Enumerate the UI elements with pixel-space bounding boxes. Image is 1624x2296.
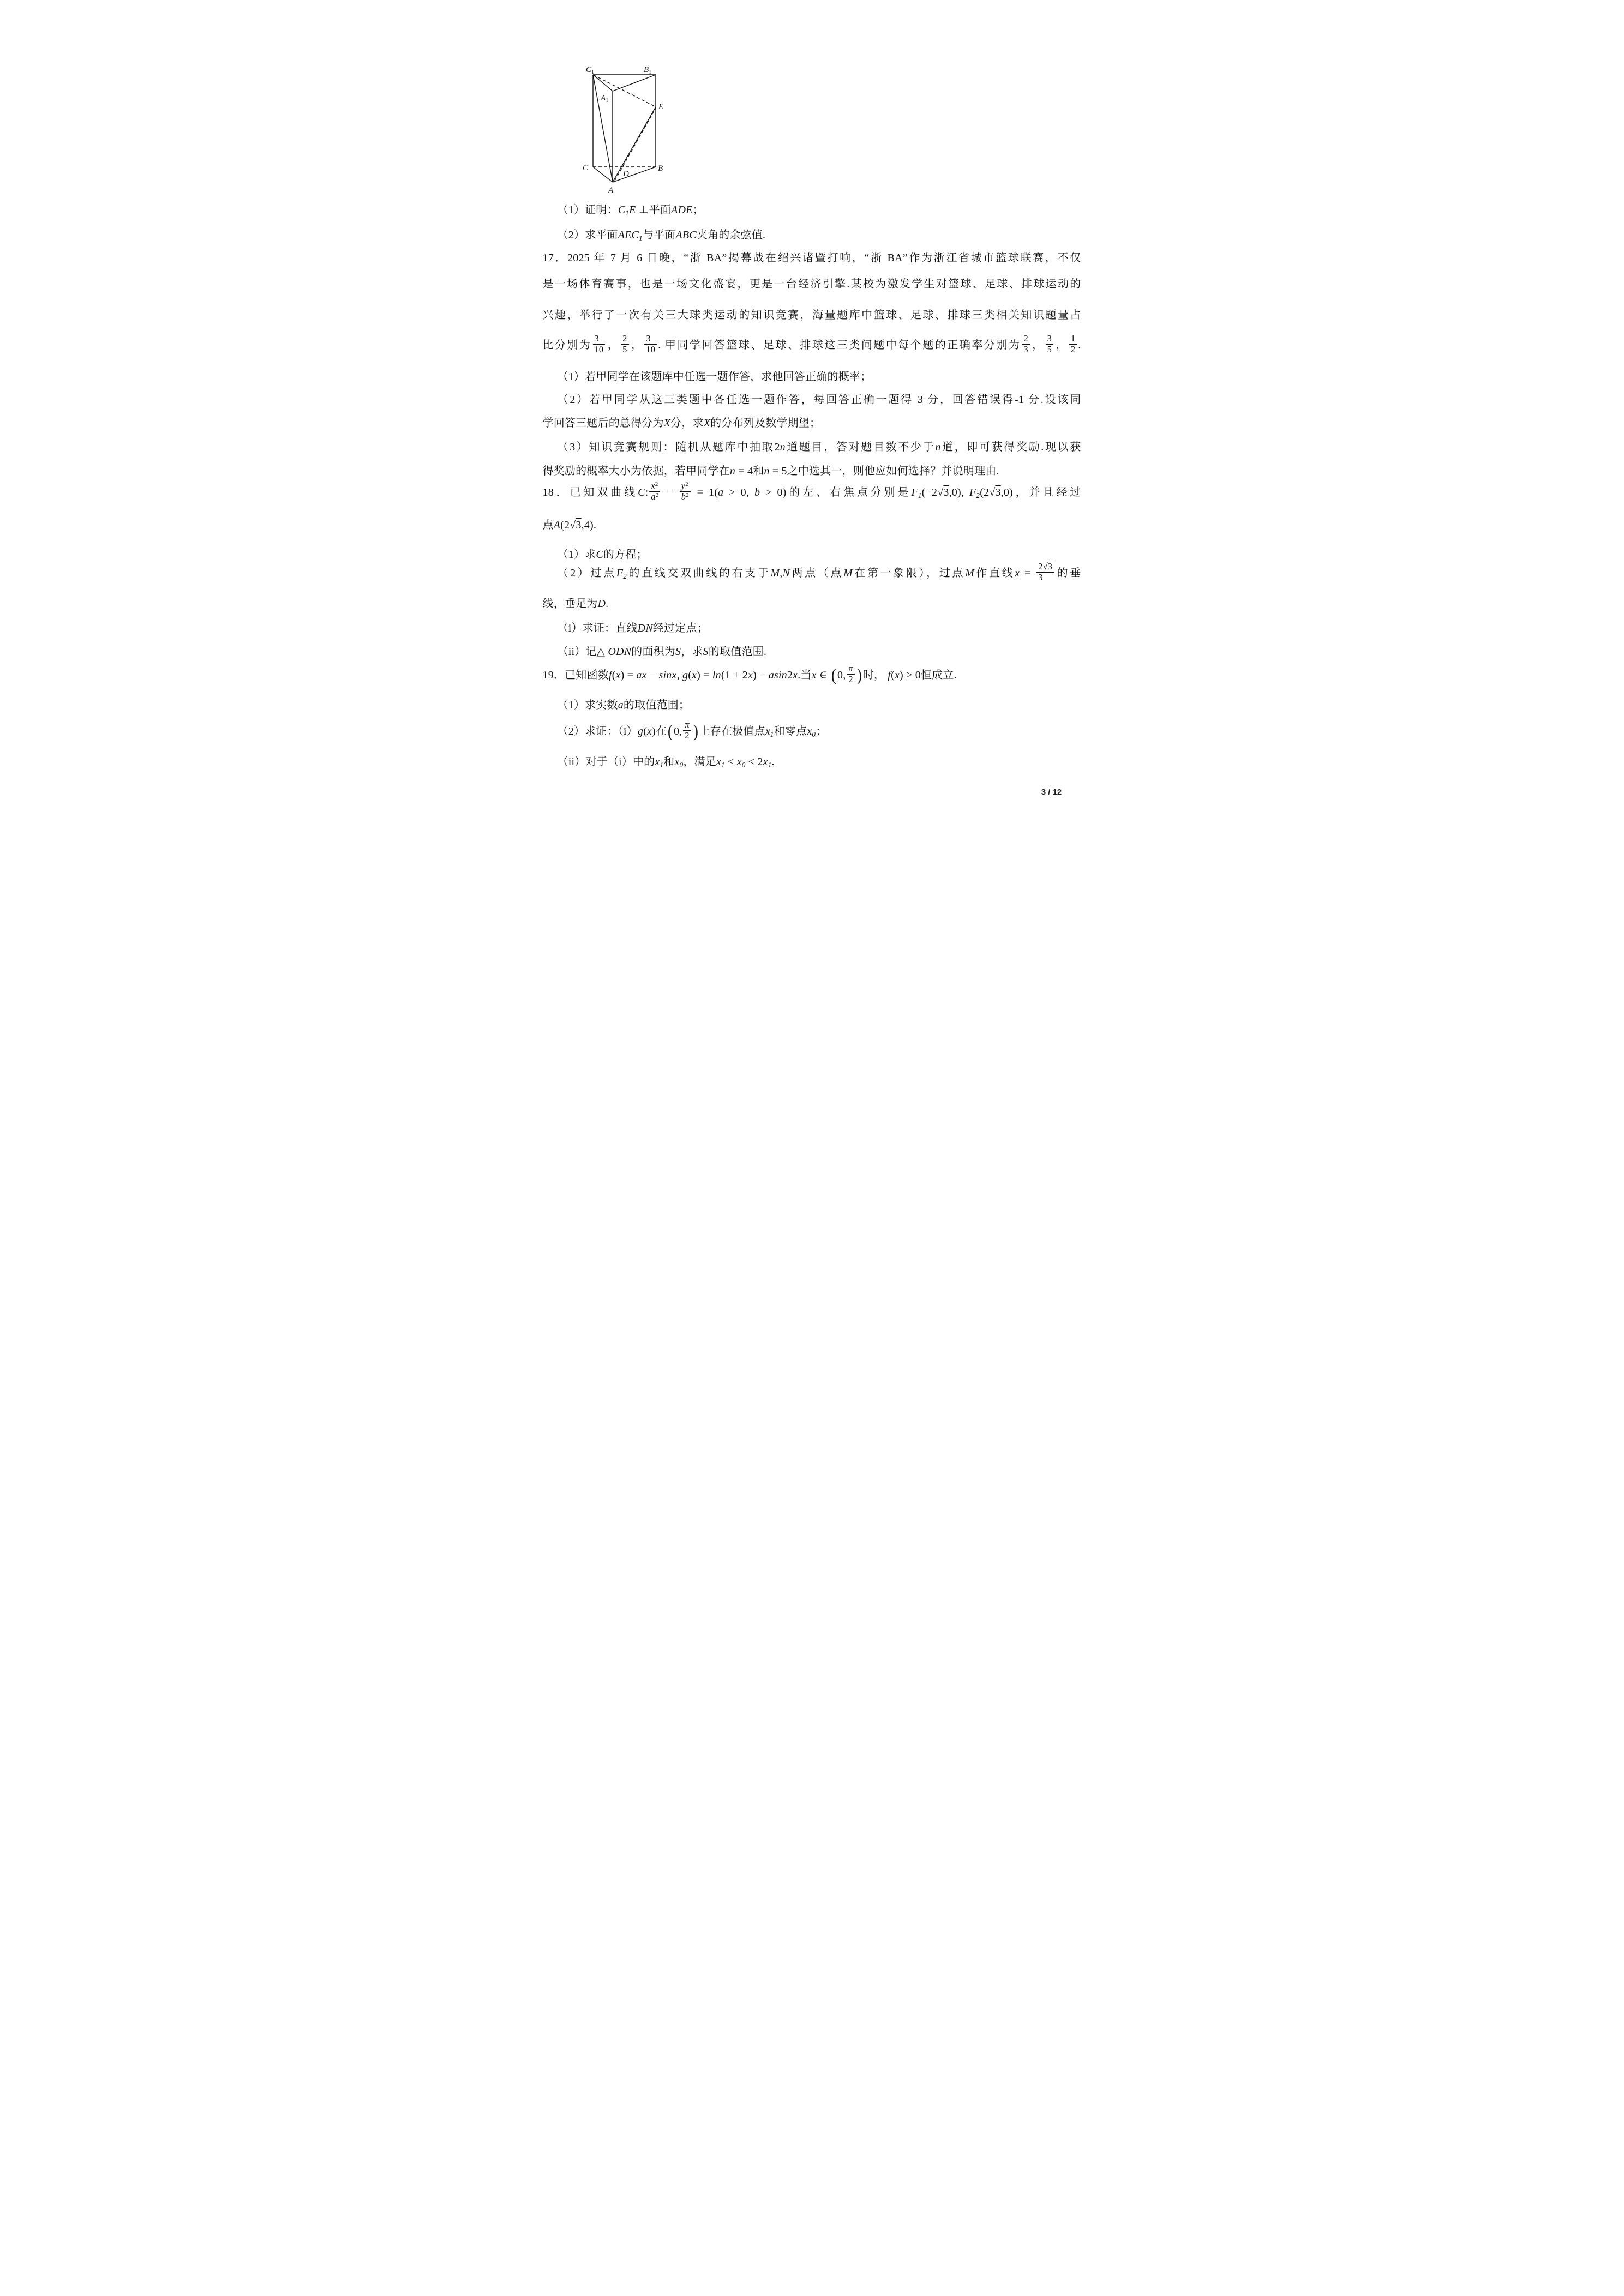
p18-intro-line2 [543, 518, 597, 532]
p19-part1 [558, 698, 690, 712]
text-run: 的直线交双曲线的右支于 [626, 567, 771, 579]
text-run: ⊥平面 [636, 204, 672, 216]
text-run: 3 [1038, 572, 1043, 582]
text-run: asin [768, 669, 787, 681]
prism-svg [582, 59, 680, 201]
text-run: F [969, 486, 976, 498]
text-run: . 甲同学回答篮球、足球、排球这三类问题中每个题的正确率分别为 [658, 339, 1021, 351]
text-run: 作直线 [974, 567, 1015, 579]
text-run: n [780, 441, 786, 453]
text-run: 是一场体育赛事，也是一场文化盛宴，更是一台经济引擎.某校为激发学生对篮球、足球、排球运动的 [542, 278, 1081, 290]
text-run: 夹角的余弦值. [696, 229, 766, 241]
text-run: 的垂 [1055, 567, 1081, 579]
text-run: （2）求平面 [557, 229, 618, 241]
text-run: 的方程； [603, 549, 648, 561]
text-run [1036, 562, 1054, 583]
text-run: （ii）记△ [557, 646, 608, 658]
p19-part2-i [557, 719, 827, 743]
text-run: 兴趣，举行了一次有关三大球类运动的知识竞赛，海量题库中篮球、足球、排球三类相关知识题量占 [542, 309, 1081, 321]
text-run: g [637, 725, 644, 737]
text-run [593, 334, 606, 355]
text-run: 和零点 [774, 725, 807, 737]
text-run: D [597, 598, 606, 610]
text-run: M [770, 567, 780, 579]
text-run: . [771, 756, 775, 768]
text-run: （ii）对于（i）中的 [557, 756, 655, 768]
text-run: 18．已知双曲线 [542, 486, 638, 498]
text-run: N [782, 567, 790, 579]
text-run: x [763, 756, 768, 768]
text-run: 2 [655, 492, 659, 498]
text-run: x [811, 669, 817, 681]
p18-part2-ii [558, 645, 767, 659]
text-run: : [645, 486, 649, 498]
text-run [1046, 334, 1053, 355]
text-run: x [807, 725, 812, 737]
text-run: ,4). [581, 519, 597, 531]
text-run: 2 [1038, 561, 1043, 572]
text-run: y [681, 480, 686, 491]
text-run: ,0)，并且经过 [1000, 486, 1081, 498]
text-run: n [764, 465, 770, 477]
text-run: π [848, 663, 853, 674]
text-run [649, 481, 660, 502]
text-run: 0 [812, 730, 816, 738]
p19-intro [543, 665, 957, 687]
text-run: 1 [639, 233, 643, 242]
p17-intro-line4 [543, 335, 1081, 357]
text-run: 2 [623, 572, 627, 580]
text-run: − [661, 486, 679, 498]
text-run: 得奖励的概率大小为依据，若甲同学在 [542, 465, 730, 477]
text-run: > 0)的左、右焦点分别是 [760, 486, 912, 498]
text-run: 3 [1023, 344, 1028, 354]
text-run: .当 [798, 669, 812, 681]
text-run [683, 720, 691, 741]
text-run: 1 [1070, 333, 1076, 344]
text-run: g [682, 669, 688, 681]
text-run: − [646, 669, 659, 681]
text-run: （1）求 [557, 549, 596, 561]
text-run: ABC [675, 229, 697, 241]
text-run: = 4和 [735, 465, 764, 477]
p16-part2 [558, 228, 766, 242]
text-run: （1）求实数 [557, 699, 618, 711]
text-run: ADE [671, 204, 693, 216]
text-run: C [638, 486, 645, 498]
text-run: 0, [673, 725, 682, 737]
text-run: b [681, 491, 686, 502]
text-run: ODN [608, 646, 632, 658]
text-run: x [615, 669, 621, 681]
text-run: 2 [1070, 344, 1076, 354]
vertex-label-c1: $C_1$ [585, 65, 594, 75]
text-run [847, 664, 854, 685]
text-run: 0, [837, 669, 846, 681]
text-run: sinx [658, 669, 677, 681]
text-run [644, 334, 657, 355]
text-run: 线，垂足为 [542, 598, 598, 610]
text-run: ，满足 [683, 756, 716, 768]
text-run: 学回答三题后的总得分为 [542, 417, 664, 429]
text-run: ，求 [681, 646, 703, 658]
text-run: A [553, 519, 561, 531]
text-run: 3 [594, 333, 599, 344]
text-run: . [1078, 339, 1081, 351]
text-run: x [1015, 567, 1020, 579]
text-run: ) = [620, 669, 637, 681]
text-run: ， [606, 339, 620, 351]
text-run: )在 [652, 725, 667, 737]
p17-intro-line1 [543, 251, 1081, 265]
text-run: ， [1054, 339, 1068, 351]
vertex-label-b: B [657, 164, 663, 173]
text-run: （2）若甲同学从这三类题中各任选一题作答，每回答正确一题得 3 分，回答错误得-1 分.设该同 [557, 394, 1081, 406]
text-run: C [618, 204, 626, 216]
text-run: 10 [646, 344, 656, 354]
text-run: √3 [1042, 561, 1053, 572]
text-run: 与平面 [642, 229, 676, 241]
text-run: E [629, 204, 636, 216]
text-run: 2 [787, 669, 793, 681]
text-run: , [780, 567, 783, 579]
text-run: 的面积为 [631, 646, 676, 658]
text-run: 上存在极值点 [699, 725, 765, 737]
text-run: x [674, 756, 680, 768]
text-run: 的分布列及数学期望； [710, 417, 821, 429]
text-run: ( [688, 669, 692, 681]
vertex-label-e: E [658, 103, 663, 111]
text-run: 经过定点； [652, 622, 708, 634]
text-run: 10 [594, 344, 604, 354]
vertex-label-a: A [608, 186, 613, 195]
text-run: S [703, 646, 709, 658]
text-run: 1 [660, 760, 664, 769]
text-run: （i）求证：直线 [557, 622, 638, 634]
text-run: （2）求证：（i） [557, 725, 638, 737]
p16-part1 [558, 203, 704, 217]
text-run: （2）过点 [557, 567, 616, 579]
text-run: (1 + 2 [721, 669, 748, 681]
text-run: ( [643, 725, 647, 737]
text-run: a [718, 486, 724, 498]
text-run [1069, 334, 1077, 355]
p17-intro-line2 [543, 277, 1081, 291]
text-run: x [692, 669, 697, 681]
vertex-label-d: D [622, 170, 629, 178]
text-run: 2 [848, 674, 853, 684]
text-run: F [911, 486, 918, 498]
text-run: C [596, 549, 603, 561]
text-run: 17．2025 年 7 月 6 日晚，“浙 BA”揭幕战在绍兴诸暨打响，“浙 BA”作为浙江省城市篮球联赛，不仅 [542, 252, 1081, 264]
text-run: = 1( [691, 486, 718, 498]
text-run: f [888, 669, 891, 681]
text-run [1022, 334, 1029, 355]
text-run: 比分别为 [542, 339, 592, 351]
text-run: ) > 0恒成立. [900, 669, 957, 681]
text-run: ； [692, 204, 704, 216]
text-run: 2 [685, 481, 688, 488]
vertex-label-c: C [582, 164, 588, 172]
text-run: (−2 [921, 486, 938, 498]
text-run: 2 [976, 491, 980, 500]
text-run: 1 [918, 491, 922, 500]
text-run: 的取值范围. [708, 646, 767, 658]
p18-part2-line1 [558, 563, 1081, 585]
text-run: n [935, 441, 941, 453]
vertex-label-b1: $B_1$ [643, 65, 651, 75]
text-run: (2 [980, 486, 990, 498]
text-run: 2 [655, 481, 658, 488]
text-run: , [676, 669, 682, 681]
text-run [621, 334, 628, 355]
text-run: . [606, 598, 609, 610]
text-run: ∈ [816, 669, 831, 681]
text-run: ( [891, 669, 895, 681]
text-run: 1 [625, 208, 630, 217]
text-run: 时， [862, 669, 888, 681]
text-run: 2 [686, 492, 689, 498]
text-run: M [965, 567, 974, 579]
text-run: ； [816, 725, 827, 737]
text-run: 3 [1047, 333, 1052, 344]
exam-page [512, 0, 1113, 850]
text-run: 19．已知函数 [542, 669, 609, 681]
text-run: x [651, 480, 655, 491]
p18-part1 [558, 548, 648, 562]
text-run: ,0), [949, 486, 969, 498]
text-run: x [793, 669, 798, 681]
text-run: 2 [622, 333, 627, 344]
text-run: 5 [1047, 344, 1052, 354]
page-number: 3 / 12 [1041, 788, 1062, 797]
p17-part3-line1 [558, 440, 1081, 454]
text-run: AEC [618, 229, 639, 241]
text-run: （3）知识竞赛规则：随机从题库中抽取2 [557, 441, 780, 453]
text-run: ln [712, 669, 721, 681]
text-run [680, 481, 691, 502]
text-run: ) = [697, 669, 712, 681]
text-run: x [765, 725, 770, 737]
text-run: 2 [1023, 333, 1028, 344]
text-run: < 2 [745, 756, 763, 768]
text-run: a [618, 699, 624, 711]
p17-intro-line3 [543, 308, 1081, 322]
text-run: x [646, 725, 652, 737]
text-run: x [655, 756, 660, 768]
text-run: 3 [646, 333, 651, 344]
text-run: ， [1030, 339, 1045, 351]
text-run: n [729, 465, 736, 477]
text-run: 1 [721, 760, 725, 769]
text-run: b [754, 486, 760, 498]
text-run: x [748, 669, 753, 681]
text-run: ) [856, 664, 862, 684]
text-run: 两点（点 [790, 567, 844, 579]
text-run: 的取值范围； [623, 699, 690, 711]
p17-part3-line2 [543, 464, 999, 478]
text-run: S [675, 646, 681, 658]
text-run: 道题目，答对题目数不少于 [785, 441, 936, 453]
p18-intro-line1 [542, 480, 1081, 504]
text-run: ( [831, 664, 837, 684]
text-run: > 0, [723, 486, 754, 498]
text-run: ( [612, 669, 616, 681]
text-run: 在第一象限），过点 [852, 567, 966, 579]
text-run: f [608, 669, 612, 681]
text-run: （1）若甲同学在该题库中任选一题作答，求他回答正确的概率； [557, 371, 872, 383]
text-run: √3 [989, 486, 1001, 498]
text-run: ) − [753, 669, 769, 681]
text-run: = 5之中选其一，则他应如何选择？并说明理由. [769, 465, 999, 477]
text-run: x [716, 756, 722, 768]
p18-part2-i [558, 621, 708, 635]
text-run: （1）证明： [557, 204, 618, 216]
text-run: π [685, 719, 690, 730]
p19-part2-ii [558, 755, 775, 769]
text-run: = [1020, 567, 1036, 579]
text-run: X [703, 417, 711, 429]
text-run: < [724, 756, 737, 768]
text-run: 分，求 [670, 417, 704, 429]
p17-part2-line2 [543, 416, 821, 430]
text-run: ( [667, 720, 673, 741]
text-run: (2 [560, 519, 570, 531]
text-run: ) [693, 720, 698, 741]
p17-part2-line1 [558, 393, 1081, 407]
text-run: 点 [542, 519, 554, 531]
text-run: M [843, 567, 853, 579]
vertex-label-a1: $A_1$ [600, 94, 608, 104]
p18-part2-line2 [543, 597, 609, 611]
text-run: 1 [770, 730, 774, 738]
text-run: √3 [937, 486, 949, 498]
text-run: √3 [570, 519, 582, 531]
text-run: DN [637, 622, 653, 634]
text-run: x [894, 669, 900, 681]
text-run: ， [630, 339, 644, 351]
text-run: x [736, 756, 742, 768]
text-run: X [663, 417, 671, 429]
text-run: a [651, 491, 656, 502]
prism-figure [582, 59, 680, 201]
text-run: ax [636, 669, 647, 681]
text-run: 道，即可获得奖励.现以获 [940, 441, 1081, 453]
text-run: 1 [768, 760, 772, 769]
text-run: 和 [663, 756, 675, 768]
p17-part1 [558, 370, 872, 384]
text-run: 0 [741, 760, 746, 769]
text-run: 5 [622, 344, 627, 354]
text-run: F [616, 567, 624, 579]
text-run: 2 [685, 730, 690, 741]
text-run: 0 [679, 760, 684, 769]
